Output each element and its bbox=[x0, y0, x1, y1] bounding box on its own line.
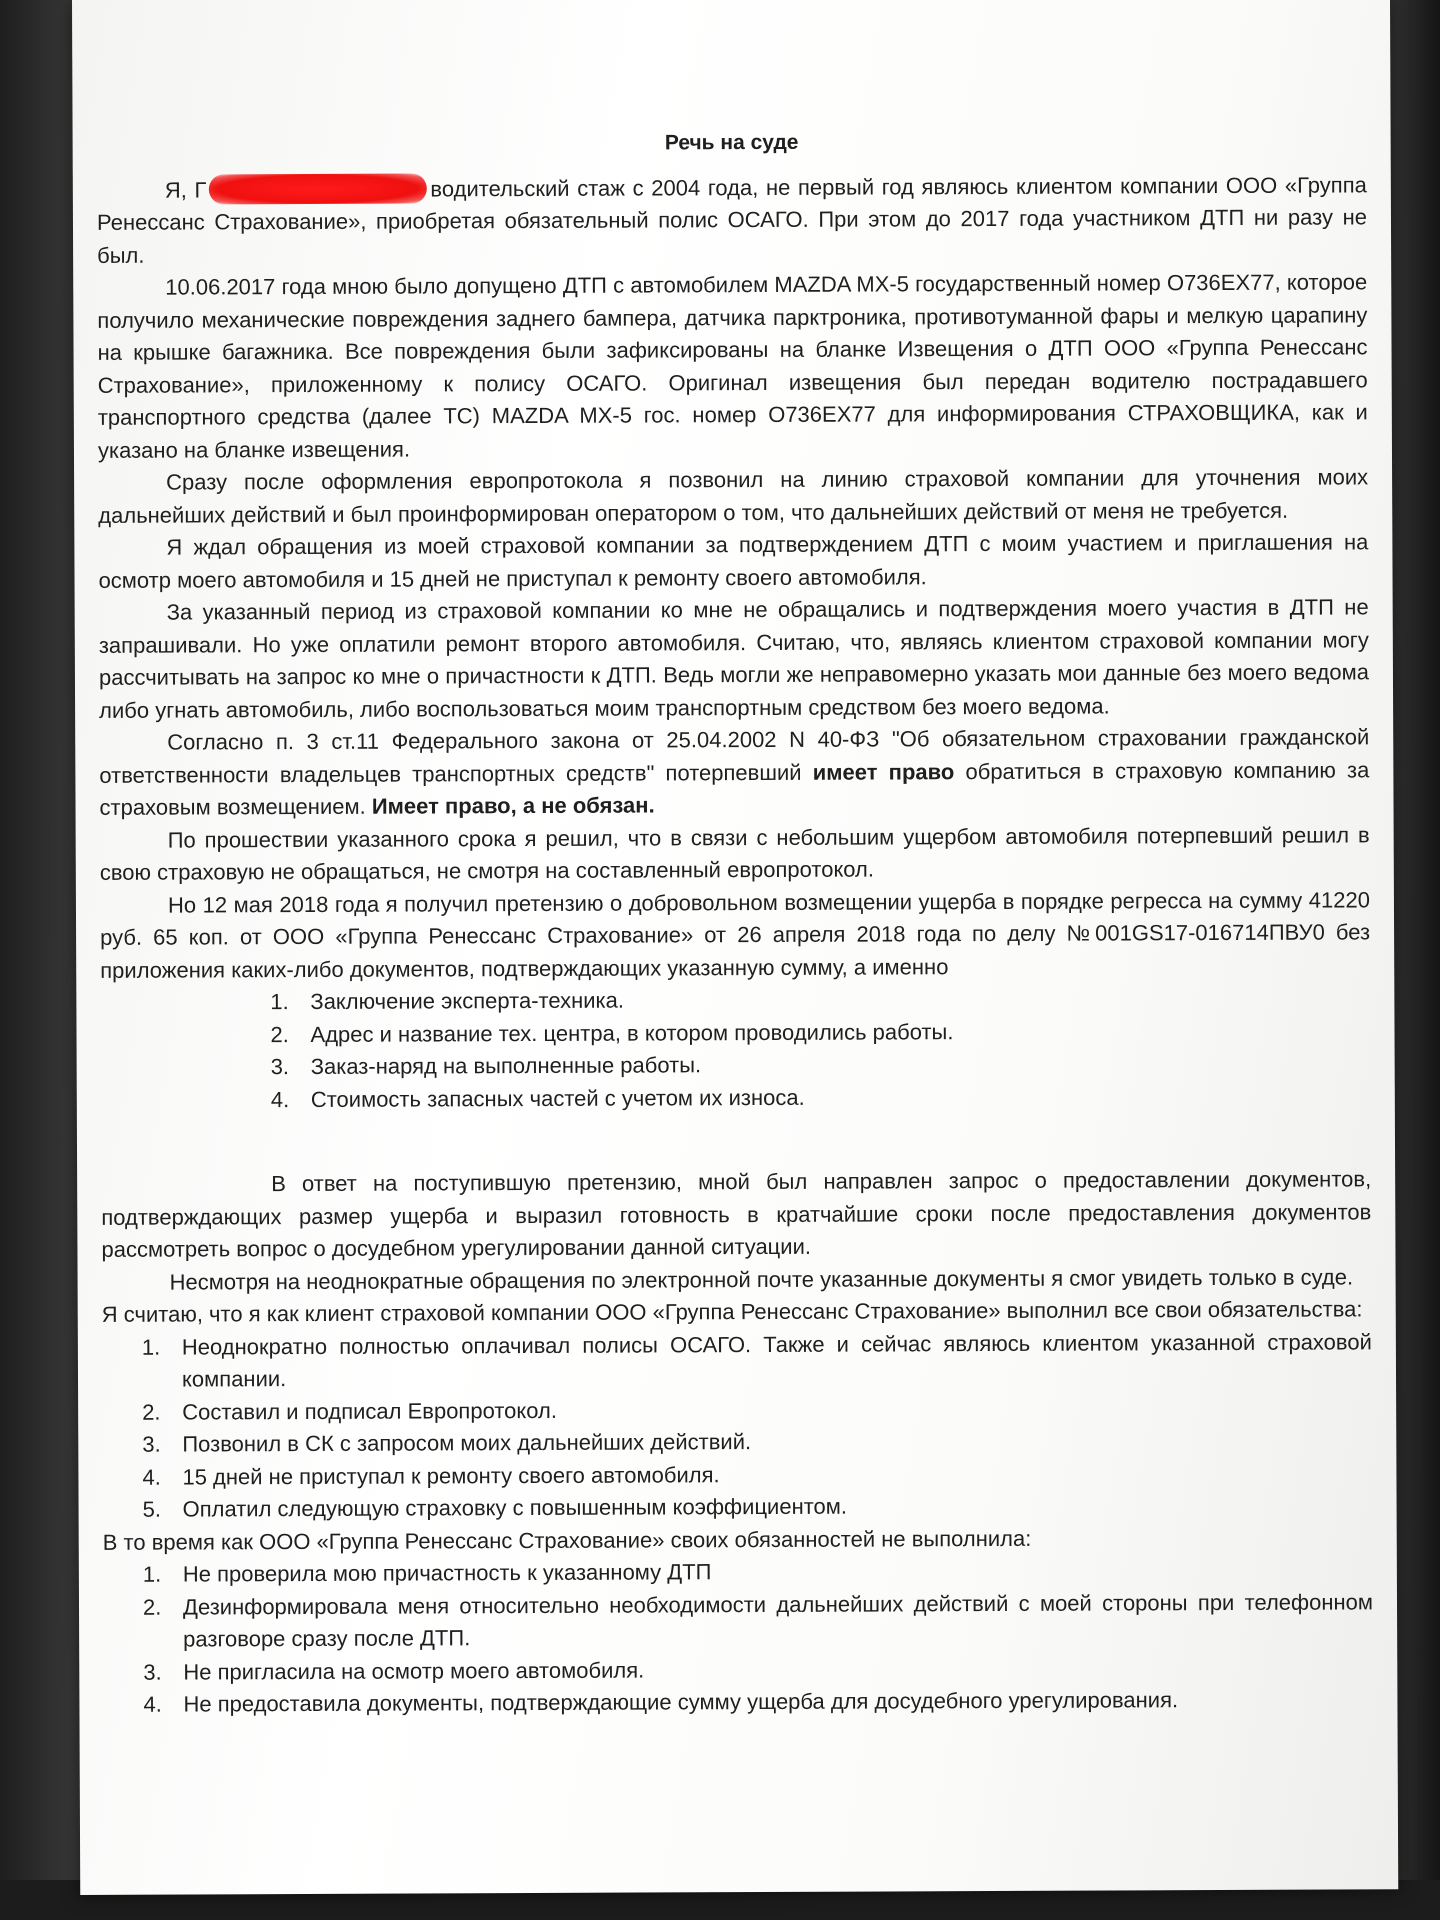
paper-sheet bbox=[72, 0, 1398, 1895]
list-number: 1. bbox=[142, 1561, 162, 1587]
list-text: Оплатил следующую страховку с повышенным коэффициентом. bbox=[182, 1493, 848, 1522]
list-item bbox=[271, 1079, 1371, 1116]
list-text: Не пригласила на осмотр моего автомобиля. bbox=[183, 1657, 645, 1685]
list-number: 2. bbox=[142, 1594, 162, 1620]
list-text: Заключение эксперта-техника. bbox=[310, 987, 625, 1014]
fulfilled-obligations-list bbox=[142, 1326, 1373, 1526]
paragraph-no-contact: За указанный период из страховой компании ко мне не обращались и подтверждения моего участия в ДТП не запрашивали. Но уже оплатили ремонт второго автомобиля. Считаю, что, являясь клиентом страховой компании могу рассчитывать на запрос ко мне о причастности к ДТП. Ведь могли же неправомерно указать мои данные без моего ведома либо угнать автомобиль, либо воспользоваться моим транспортным средством без моего ведома. bbox=[98, 594, 1369, 723]
list-text: Заказ-наряд на выполненные работы. bbox=[310, 1052, 702, 1079]
list-item bbox=[142, 1391, 1372, 1429]
intro-start: Я, Г bbox=[164, 176, 207, 203]
table-surface-left bbox=[0, 0, 80, 1920]
list-number: 2. bbox=[270, 1021, 289, 1047]
paragraph-response: В ответ на поступившую претензию, мной был направлен запрос о предоставлении документов, подтверждающих размер ущерба и выразил готовность в кратчайшие сроки после предоставления документов рассмотреть вопрос о досудебном урегулировании данной ситуации. bbox=[101, 1166, 1372, 1262]
law-text-end: обратиться в страховую компанию за страховым возмещением. bbox=[99, 756, 1370, 820]
list-text: Составил и подписал Европротокол. bbox=[182, 1397, 557, 1425]
list-text: Позвонил в СК с запросом моих дальнейших действий. bbox=[182, 1429, 752, 1457]
paragraph-call: Сразу после оформления европротокола я позвонил на линию страховой компании для уточнения моих дальнейших действий и был проинформирован оператором о том, что дальнейших действий от меня не требуется. bbox=[98, 464, 1369, 528]
list-text: Не проверила мою причастность к указанному ДТП bbox=[182, 1559, 712, 1587]
law-conclusion: Имеет право, а не обязан. bbox=[371, 792, 655, 819]
list-item bbox=[270, 1014, 1370, 1051]
list-number: 3. bbox=[270, 1054, 290, 1080]
list-text: Стоимость запасных частей с учетом их износа. bbox=[310, 1084, 805, 1112]
list-item bbox=[142, 1423, 1372, 1461]
list-text: Неоднократно полностью оплачивал полисы ОСАГО. Также и сейчас являюсь клиентом указанной страховой компании. bbox=[181, 1328, 1372, 1392]
list-number: 1. bbox=[270, 989, 289, 1015]
list-item bbox=[143, 1683, 1373, 1721]
list-text: 15 дней не приступал к ремонту своего автомобиля. bbox=[182, 1461, 720, 1490]
list-item bbox=[142, 1326, 1372, 1396]
list-number: 4. bbox=[143, 1691, 162, 1717]
paragraph-company-failures: В то время как ООО «Группа Ренессанс Страхование» своих обязанностей не выполнила: bbox=[102, 1525, 1032, 1555]
list-item bbox=[270, 981, 1370, 1018]
redaction-mark bbox=[208, 173, 426, 204]
list-text: Адрес и название тех. центра, в котором проводились работы. bbox=[310, 1018, 954, 1047]
list-item bbox=[142, 1456, 1372, 1494]
paragraph-obligations: Я считаю, что я как клиент страховой компании ООО «Группа Ренессанс Страхование» выполнил все свои обязательства: bbox=[101, 1296, 1363, 1327]
paragraph-intro bbox=[97, 169, 1367, 272]
missing-documents-list bbox=[270, 981, 1371, 1116]
list-number: 1. bbox=[141, 1334, 161, 1360]
paragraph-email: Несмотря на неоднократные обращения по электронной почте указанные документы я смог увидеть только в суде. bbox=[169, 1263, 1354, 1295]
intro-rest: водительский стаж с 2004 года, не первый год являюсь клиентом компании ООО «Группа Ренессанс Страхование», приобретая обязательный полис ОСАГО. При этом до 2017 года участником ДТП ни разу не был. bbox=[96, 171, 1368, 268]
document-body bbox=[97, 124, 1374, 1721]
company-failures-list bbox=[143, 1553, 1374, 1721]
list-text: Дезинформировала меня относительно необходимости дальнейших действий с моей стороны при телефонном разговоре сразу после ДТП. bbox=[182, 1588, 1374, 1652]
list-item bbox=[143, 1651, 1373, 1689]
list-item bbox=[143, 1488, 1373, 1526]
law-text: Согласно п. 3 ст.11 Федерального закона от 25.04.2002 N 40-ФЗ "Об обязательном страховании гражданской ответственности владельцев транспортных средств" потерпевший bbox=[99, 724, 1370, 788]
list-number: 2. bbox=[142, 1399, 161, 1425]
list-number: 3. bbox=[142, 1431, 161, 1457]
list-text: Не предоставила документы, подтверждающие сумму ущерба для досудебного урегулирования. bbox=[183, 1687, 1179, 1717]
paragraph-claim: Но 12 мая 2018 года я получил претензию о добровольном возмещении ущерба в порядке регресса на сумму 41220 руб. 65 коп. от ООО «Группа Ренессанс Страхование» от 26 апреля 2018 года по делу №001GS17-016714ПВУ0 без приложения каких-либо документов, подтверждающих указанную сумму, а именно bbox=[100, 886, 1371, 983]
document-title: Речь на суде bbox=[664, 130, 799, 155]
paragraph-accident: 10.06.2017 года мною было допущено ДТП с автомобилем MAZDA MX-5 государственный номер О736ЕХ77, которое получило механические повреждения заднего бампера, датчика парктроника, противотуманной фары и мелкую царапину на крышке багажника. Все повреждения были зафиксированы на бланке Извещения о ДТП ООО «Группа Ренессанс Страхование», приложенному к полису ОСАГО. Оригинал извещения был передан водителю пострадавшего транспортного средства (далее ТС) MAZDA MX-5 гос. номер О736ЕХ77 для информирования СТРАХОВЩИКА, как и указано на бланке извещения. bbox=[97, 269, 1368, 463]
law-emphasis: имеет право bbox=[812, 758, 955, 785]
list-item bbox=[143, 1586, 1373, 1656]
paragraph-decision: По прошествии указанного срока я решил, что в связи с небольшим ущербом автомобиля потерпевший решил в свою страховую не обращаться, не смотря на составленный европротокол. bbox=[99, 821, 1370, 885]
list-number: 5. bbox=[142, 1496, 161, 1522]
list-number: 4. bbox=[270, 1086, 290, 1112]
paragraph-waiting: Я ждал обращения из моей страховой компании за подтверждением ДТП с моим участием и приглашения на осмотр моего автомобиля и 15 дней не приступал к ремонту своего автомобиля. bbox=[98, 529, 1369, 593]
spacer bbox=[101, 1111, 1371, 1169]
list-item bbox=[271, 1046, 1371, 1083]
paragraph-law bbox=[99, 721, 1369, 824]
list-number: 3. bbox=[143, 1659, 162, 1685]
list-item bbox=[143, 1553, 1373, 1591]
list-number: 4. bbox=[142, 1464, 161, 1490]
